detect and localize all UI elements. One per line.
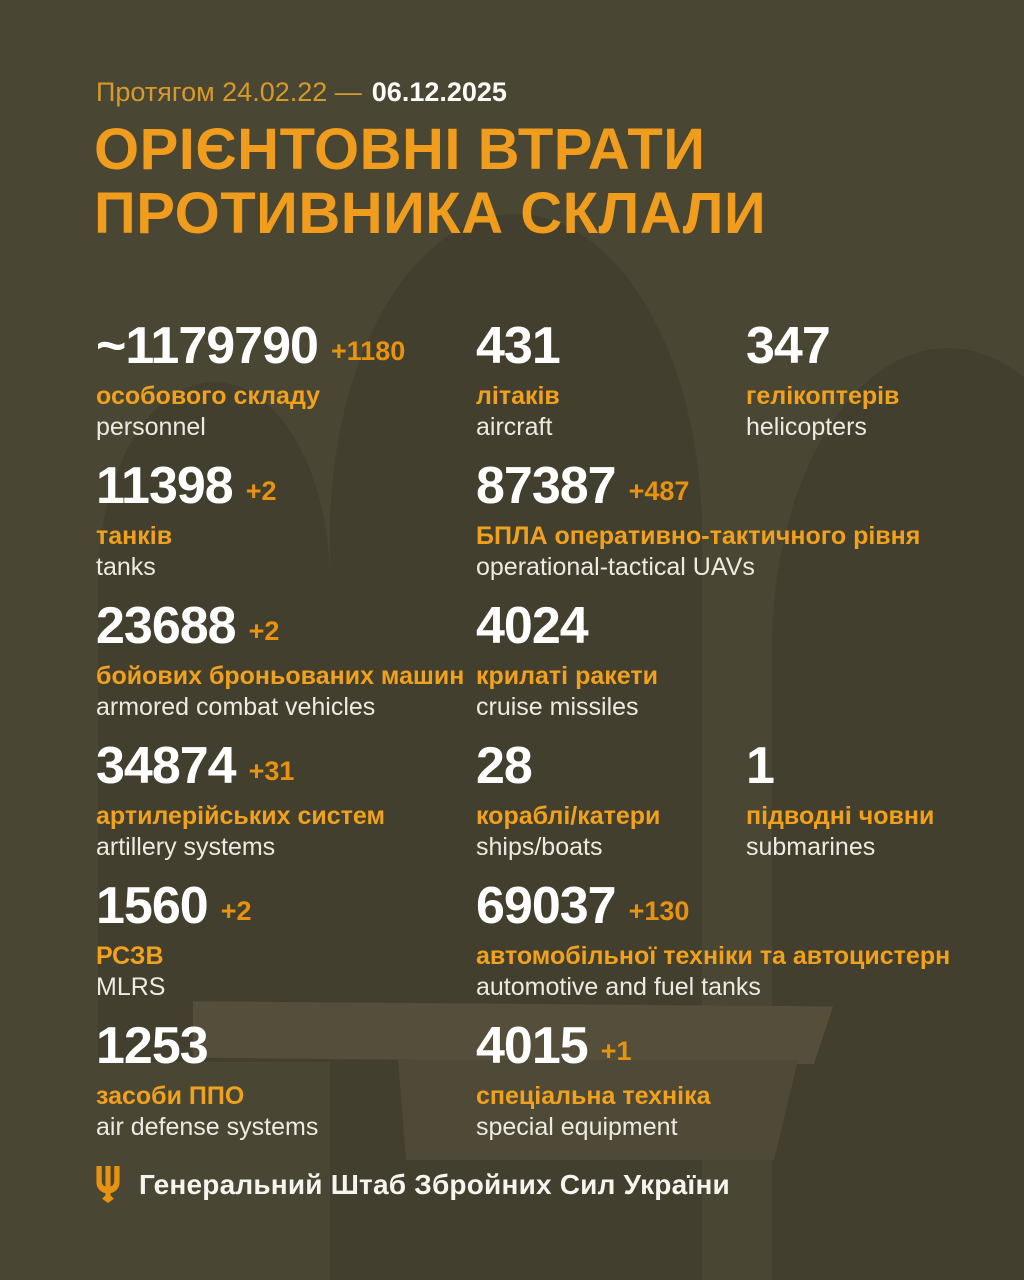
stat-label-en: air defense systems [96,1113,319,1141]
stats-row-4 [96,737,1008,880]
stat-label-en: automotive and fuel tanks [476,973,761,1001]
stat-label-uk: підводні човни [746,802,935,830]
stat-label-uk: особового складу [96,382,321,410]
stats-row-3 [96,597,1008,740]
stat-label-en: cruise missiles [476,693,639,721]
stat-label-uk: крилаті ракети [476,662,658,690]
losses-grid [96,317,1008,1160]
stat-label-uk: БПЛА оперативно-тактичного рівня [476,522,921,550]
stat-delta: +1180 [330,336,406,366]
stat-label-en: personnel [96,413,206,441]
stat-label-uk: РСЗВ [96,942,164,970]
stat-label-uk: спеціальна техніка [476,1082,711,1110]
stat-delta: +2 [245,476,277,506]
stat-label-uk: літаків [476,382,560,410]
stats-row-5 [96,877,1008,1020]
trident-icon [94,1166,122,1203]
stat-delta: +1 [600,1036,632,1066]
stat-artillery [96,737,476,863]
page-title-line2: ПРОТИВНИКА СКЛАЛИ [94,181,767,246]
stat-label-en: helicopters [746,413,867,441]
stat-label-en: submarines [746,833,876,861]
stat-value: 1253 [96,1017,208,1075]
source-attribution: Генеральний Штаб Збройних Сил України [139,1168,730,1200]
stat-value: 11398 [96,457,233,515]
stat-label-en: aircraft [476,413,553,441]
stat-value: 87387 [476,457,616,515]
stat-mlrs [96,877,476,1003]
stat-label-en: armored combat vehicles [96,693,376,721]
report-period [96,76,507,108]
page-title-line1: ОРІЄНТОВНІ ВТРАТИ [94,117,706,182]
stat-label-en: tanks [96,553,156,581]
period-prefix: Протягом 24.02.22 — [96,77,362,107]
stats-row-1 [96,317,1008,460]
footer [94,1166,730,1203]
stat-delta: +2 [220,896,252,926]
stats-row-2 [96,457,1008,600]
stat-value: 1560 [96,877,208,935]
stat-delta: +130 [628,896,690,926]
stat-automotive [476,877,951,1003]
stat-value: 69037 [476,877,616,935]
stat-value: ~1179790 [96,317,318,375]
stat-air-defense [96,1017,476,1143]
stat-value: 347 [746,317,830,375]
stat-label-uk: гелікоптерів [746,382,900,410]
stat-helicopters [746,317,1008,443]
stat-label-uk: засоби ППО [96,1082,245,1110]
stat-label-en: ships/boats [476,833,603,861]
stat-cruise-missiles [476,597,746,723]
stat-tanks [96,457,476,583]
stat-value: 4015 [476,1017,588,1075]
stat-label-en: operational-tactical UAVs [476,553,755,581]
stat-label-uk: кораблі/катери [476,802,661,830]
stat-personnel [96,317,476,443]
stat-value: 1 [746,737,774,795]
stat-value: 28 [476,737,532,795]
stat-label-en: artillery systems [96,833,276,861]
stat-value: 431 [476,317,560,375]
page-title [94,118,766,246]
stat-label-uk: автомобільної техніки та автоцистерн [476,942,951,970]
stat-label-uk: бойових броньованих машин [96,662,465,690]
stat-submarines [746,737,1008,863]
stat-label-uk: танків [96,522,173,550]
stat-label-en: special equipment [476,1113,678,1141]
stat-label-en: MLRS [96,973,166,1001]
stat-ships-boats [476,737,746,863]
stat-special-equipment [476,1017,746,1143]
stat-delta: +2 [248,616,280,646]
stat-value: 23688 [96,597,236,655]
stats-row-6 [96,1017,1008,1160]
stat-value: 34874 [96,737,236,795]
stat-label-uk: артилерійських систем [96,802,385,830]
stat-value: 4024 [476,597,588,655]
stat-delta: +31 [248,756,295,786]
stat-uavs [476,457,921,583]
report-date: 06.12.2025 [371,77,507,107]
stat-delta: +487 [628,476,690,506]
stat-armored-combat-vehicles [96,597,476,723]
stat-aircraft [476,317,746,443]
